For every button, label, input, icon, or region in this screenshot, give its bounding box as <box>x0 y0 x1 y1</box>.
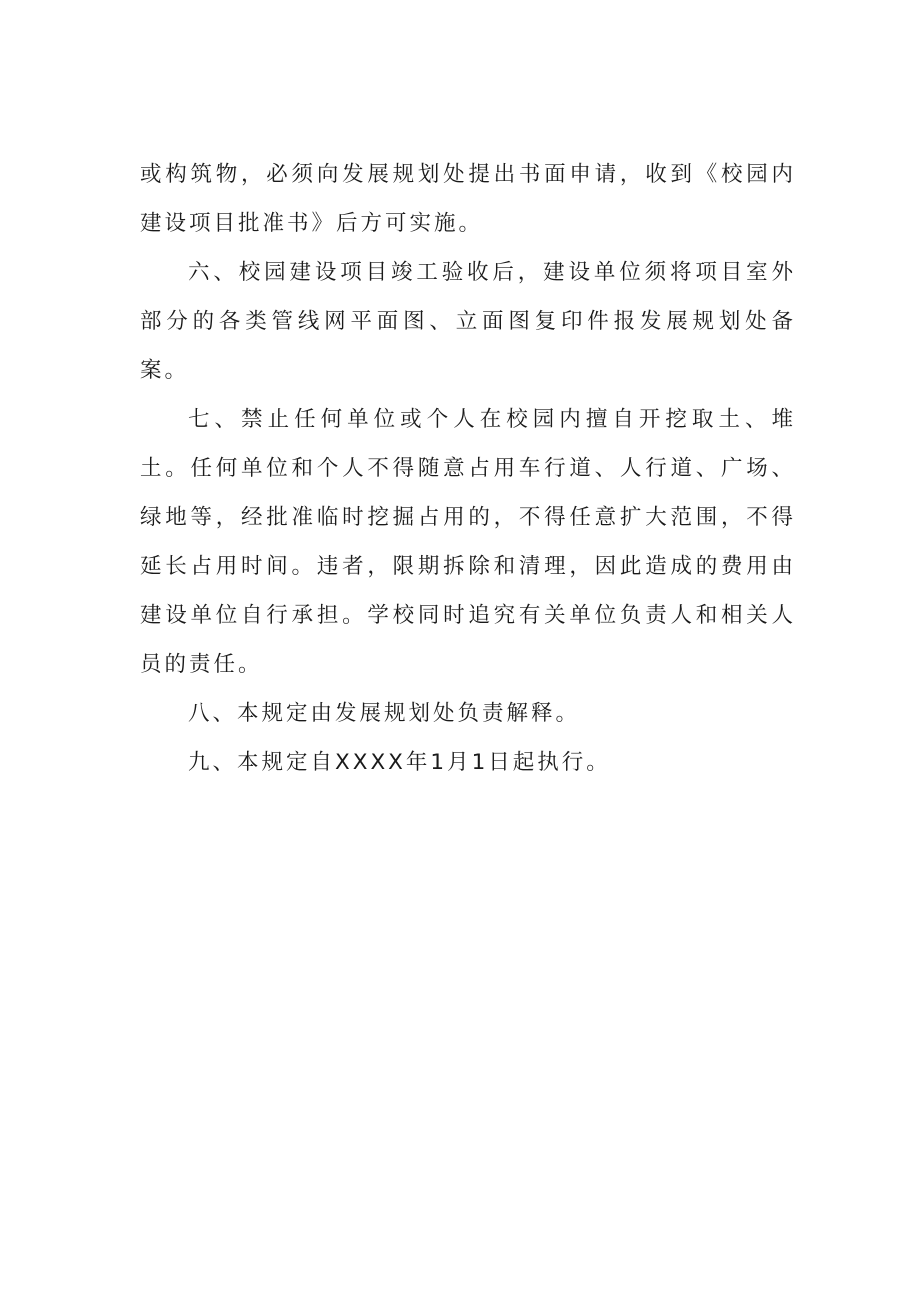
paragraph-item-8: 八、本规定由发展规划处负责解释。 <box>188 701 581 726</box>
document-body <box>140 150 796 787</box>
paragraph-item-7: 七、禁止任何单位或个人在校园内擅自开挖取土、堆土。任何单位和个人不得随意占用车行道、人行道、广场、绿地等，经批准临时挖掘占用的，不得任意扩大范围，不得延长占用时间。违者，限期拆除和清理，因此造成的费用由建设单位自行承担。学校同时追究有关单位负责人和相关人员的责任。 <box>140 407 796 677</box>
paragraph-continuation: 或构筑物，必须向发展规划处提出书面申请，收到《校园内建设项目批准书》后方可实施。 <box>140 162 796 236</box>
paragraph-item-6: 六、校园建设项目竣工验收后，建设单位须将项目室外部分的各类管线网平面图、立面图复印件报发展规划处备案。 <box>140 260 796 383</box>
paragraph-item-9: 九、本规定自XXXX年1月1日起执行。 <box>188 750 611 775</box>
